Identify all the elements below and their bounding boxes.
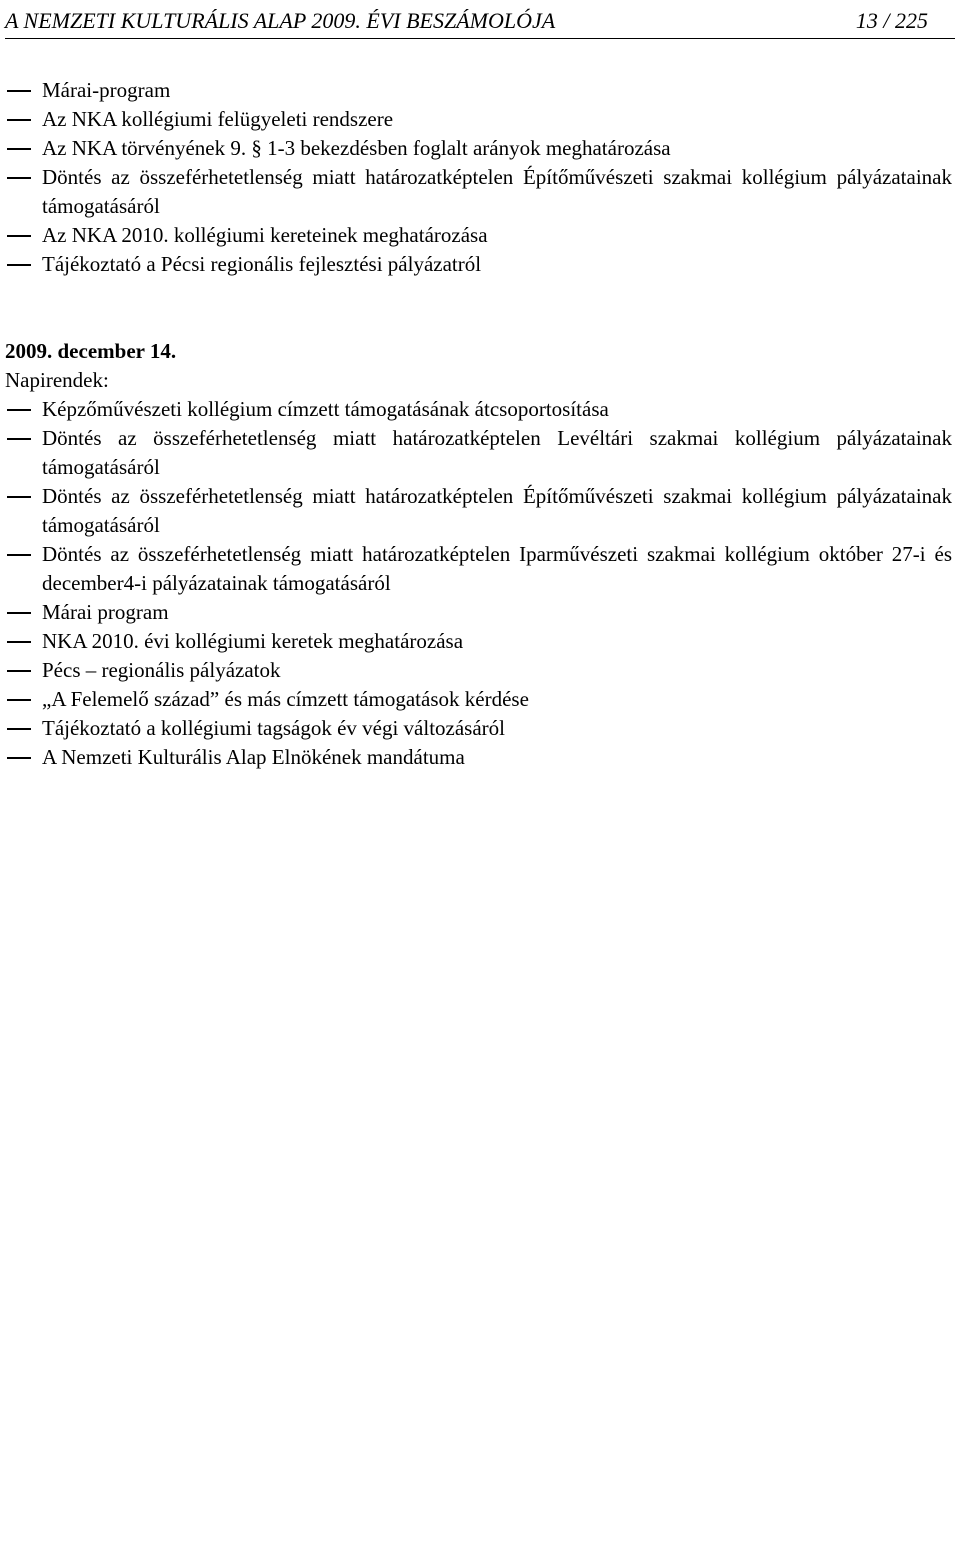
agenda-label: Napirendek: [5, 368, 109, 392]
dash-bullet [7, 148, 31, 150]
dash-bullet [7, 554, 31, 556]
page-number: 13 / 225 [855, 8, 928, 33]
agenda-list-december-14 [0, 395, 960, 772]
dash-bullet [7, 670, 31, 672]
list-item: A Nemzeti Kulturális Alap Elnökének mandátuma [0, 743, 960, 772]
dash-bullet [7, 438, 31, 440]
list-item: Képzőművészeti kollégium címzett támogatásának átcsoportosítása [0, 395, 960, 424]
list-item: Az NKA kollégiumi felügyeleti rendszere [0, 105, 960, 134]
list-item: NKA 2010. évi kollégiumi keretek meghatározása [0, 627, 960, 656]
section-spacer [0, 279, 960, 337]
dash-bullet [7, 699, 31, 701]
dash-bullet [7, 496, 31, 498]
list-item: Az NKA 2010. kollégiumi kereteinek meghatározása [0, 221, 960, 250]
list-item: Döntés az összeférhetetlenség miatt határozatképtelen Építőművészeti szakmai kollégium pályázatainak támogatásáról [0, 482, 960, 540]
list-item: Márai-program [0, 76, 960, 105]
list-item: Tájékoztató a Pécsi regionális fejlesztési pályázatról [0, 250, 960, 279]
agenda-list-previous-meeting [0, 76, 960, 279]
page-header [5, 4, 955, 39]
list-item: Döntés az összeférhetetlenség miatt határozatképtelen Építőművészeti szakmai kollégium pályázatainak támogatásáról [0, 163, 960, 221]
dash-bullet [7, 728, 31, 730]
dash-bullet [7, 235, 31, 237]
dash-bullet [7, 757, 31, 759]
meeting-date: 2009. december 14. [5, 339, 177, 363]
list-item: „A Felemelő század” és más címzett támogatások kérdése [0, 685, 960, 714]
list-item: Pécs – regionális pályázatok [0, 656, 960, 685]
list-item: Márai program [0, 598, 960, 627]
dash-bullet [7, 119, 31, 121]
list-item: Tájékoztató a kollégiumi tagságok év végi változásáról [0, 714, 960, 743]
dash-bullet [7, 177, 31, 179]
dash-bullet [7, 612, 31, 614]
dash-bullet [7, 409, 31, 411]
dash-bullet [7, 264, 31, 266]
dash-bullet [7, 641, 31, 643]
header-title: A NEMZETI KULTURÁLIS ALAP 2009. ÉVI BESZÁMOLÓJA [5, 8, 556, 33]
list-item: Az NKA törvényének 9. § 1-3 bekezdésben foglalt arányok meghatározása [0, 134, 960, 163]
list-item: Döntés az összeférhetetlenség miatt határozatképtelen Levéltári szakmai kollégium pályázatainak támogatásáról [0, 424, 960, 482]
dash-bullet [7, 90, 31, 92]
document-body [0, 76, 960, 772]
list-item: Döntés az összeférhetetlenség miatt határozatképtelen Iparművészeti szakmai kollégium október 27-i és december4-i pályázatainak támogatásáról [0, 540, 960, 598]
